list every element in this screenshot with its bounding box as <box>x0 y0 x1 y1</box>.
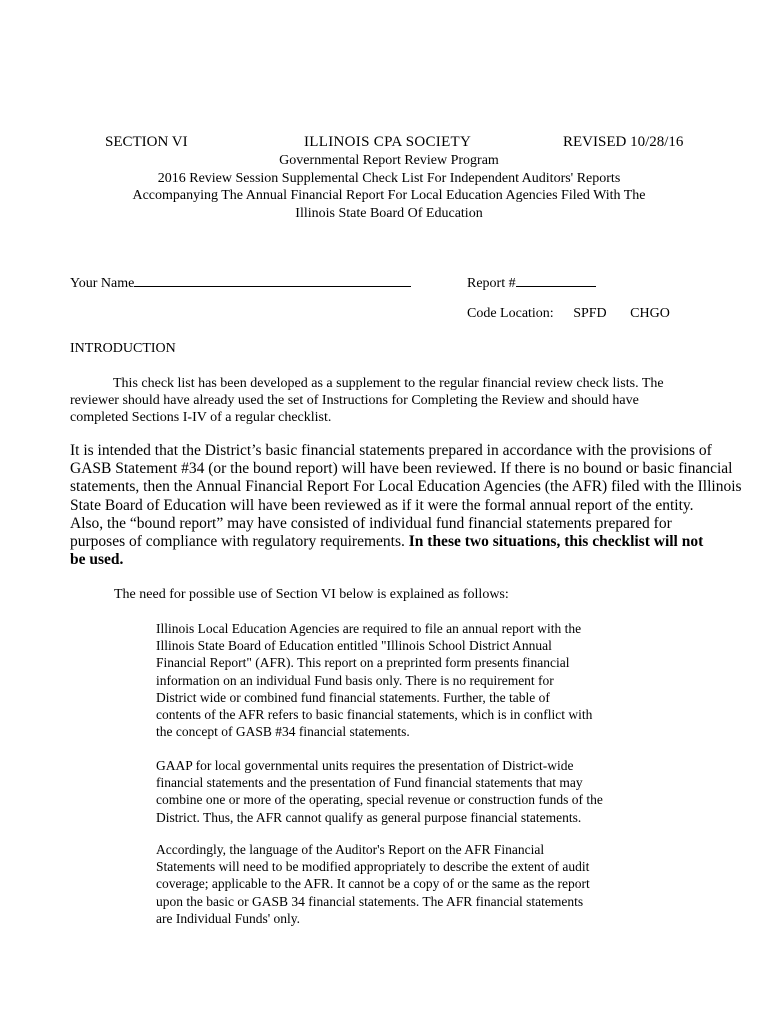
document-title <box>0 152 770 222</box>
code-location-field <box>467 306 670 322</box>
explanation-paragraph-auditors-report <box>156 841 636 927</box>
report-number-field[interactable] <box>467 272 596 292</box>
paragraph-line: are Individual Funds' only. <box>156 910 301 926</box>
paragraph-line: This check list has been developed as a supplement to the regular financial review check lists. The <box>113 376 664 391</box>
paragraph-line: statements, then the Annual Financial Report For Local Education Agencies (the AFR) filed with the Illinois <box>70 478 742 496</box>
paragraph-line: Accordingly, the language of the Auditor's Report on the AFR Financial <box>156 842 545 857</box>
paragraph-line: State Board of Education will have been reviewed as if it were the formal annual report of the entity. <box>70 496 694 514</box>
paragraph-line: District wide or combined fund financial statements. Further, the table of <box>156 689 550 705</box>
paragraph-line: coverage; applicable to the AFR. It cannot be a copy of or the same as the report <box>156 876 590 892</box>
intent-paragraph <box>70 442 742 569</box>
title-line: Governmental Report Review Program <box>279 153 499 168</box>
paragraph-line: Financial Report" (AFR). This report on a preprinted form presents financial <box>156 655 570 671</box>
emphasis-text: In these two situations, this checklist will not <box>408 533 704 551</box>
paragraph-line: GAAP for local governmental units requires the presentation of District-wide <box>156 758 574 773</box>
paragraph-line: Also, the “bound report” may have consisted of individual fund financial statements prepared for <box>70 514 672 532</box>
paragraph-line: contents of the AFR refers to basic financial statements, which is in conflict with <box>156 707 593 723</box>
paragraph-line: information on an individual Fund basis only. There is no requirement for <box>156 672 554 688</box>
paragraph-line: financial statements and the presentation of Fund financial statements that may <box>156 775 583 791</box>
code-location-label: Code Location: <box>467 306 554 321</box>
paragraph-line: It is intended that the District’s basic financial statements prepared in accordance with the provisions of <box>70 442 712 459</box>
your-name-field[interactable] <box>70 272 411 292</box>
paragraph-line: combine one or more of the operating, special revenue or construction funds of the <box>156 792 603 808</box>
paragraph-line: Illinois State Board of Education entitled "Illinois School District Annual <box>156 638 552 654</box>
society-name: ILLINOIS CPA SOCIETY <box>304 134 472 150</box>
intro-paragraph <box>70 375 690 426</box>
explanation-paragraph-gaap <box>156 757 636 826</box>
title-line: Accompanying The Annual Financial Report For Local Education Agencies Filed With The <box>132 188 646 203</box>
paragraph-line: the concept of GASB #34 financial statements. <box>156 724 410 740</box>
code-option-spfd[interactable]: SPFD <box>573 306 607 321</box>
your-name-label: Your Name <box>70 276 135 291</box>
header-row <box>0 134 770 154</box>
emphasis-text: be used. <box>70 551 124 569</box>
paragraph-line: GASB Statement #34 (or the bound report) will have been reviewed. If there is no bound or basic financial <box>70 460 733 478</box>
title-line: Illinois State Board Of Education <box>295 205 483 221</box>
paragraph-line: District. Thus, the AFR cannot qualify as general purpose financial statements. <box>156 809 582 825</box>
your-name-blank[interactable] <box>134 272 411 287</box>
introduction-heading: INTRODUCTION <box>70 341 176 356</box>
report-number-label: Report # <box>467 276 516 291</box>
explanation-paragraph-afr <box>156 620 636 740</box>
title-line: 2016 Review Session Supplemental Check List For Independent Auditors' Reports <box>157 170 621 186</box>
paragraph-line: Illinois Local Education Agencies are required to file an annual report with the <box>156 621 582 636</box>
revised-date: REVISED 10/28/16 <box>563 134 684 150</box>
paragraph-line <box>70 533 720 551</box>
paragraph-line: Statements will need to be modified appropriately to describe the extent of audit <box>156 859 590 875</box>
paragraph-line: upon the basic or GASB 34 financial statements. The AFR financial statements <box>156 893 584 909</box>
report-number-blank[interactable] <box>516 272 596 287</box>
paragraph-line: reviewer should have already used the set of Instructions for Completing the Review and should have <box>70 393 639 408</box>
paragraph-text: purposes of compliance with regulatory requirements. <box>70 533 409 551</box>
section-label: SECTION VI <box>105 134 188 150</box>
code-option-chgo[interactable]: CHGO <box>630 306 670 321</box>
explanation-intro: The need for possible use of Section VI below is explained as follows: <box>114 587 509 602</box>
paragraph-line: completed Sections I-IV of a regular checklist. <box>70 410 332 425</box>
